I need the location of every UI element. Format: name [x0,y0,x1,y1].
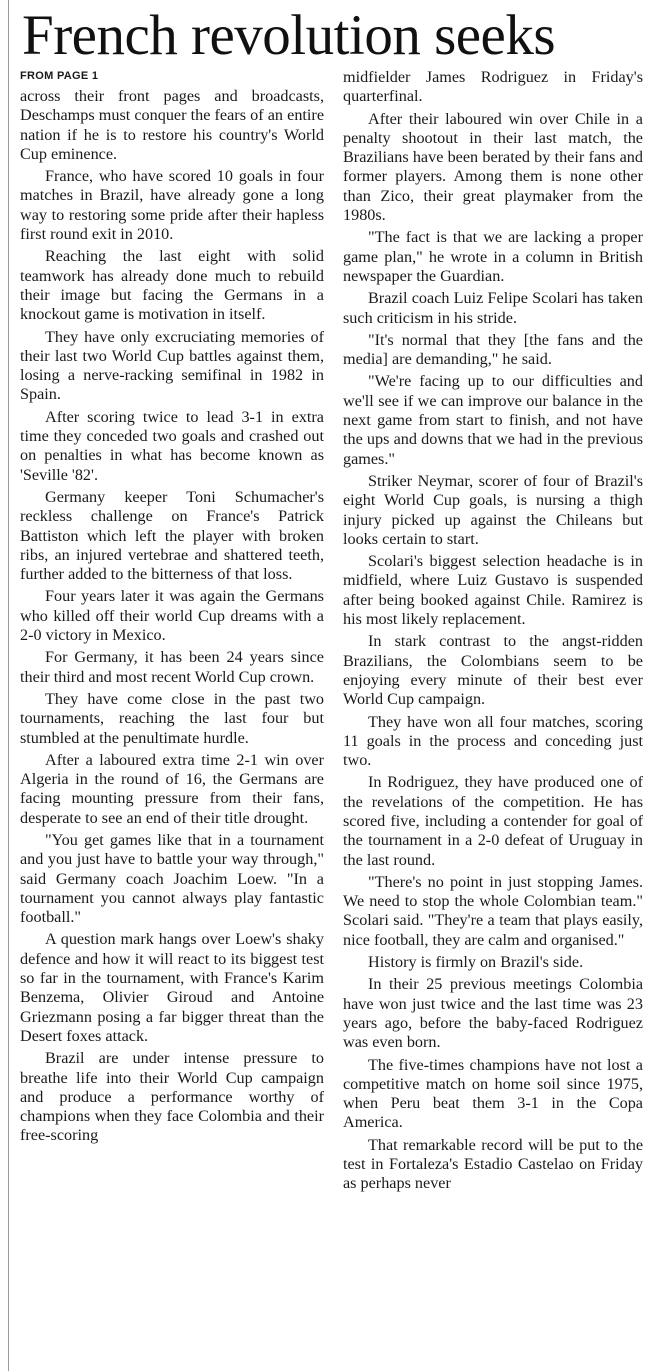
right-column-body [343,68,643,1194]
paragraph: Scolari's biggest selection headache is in midfield, where Luiz Gustavo is suspended after being booked against Chile. Ramirez is his most likely replacement. [343,552,643,629]
paragraph: France, who have scored 10 goals in four matches in Brazil, have already gone a long way to restoring some pride after their hapless first round exit in 2010. [20,167,324,244]
column-rule [8,0,9,1371]
article-column-right [343,68,643,1371]
paragraph: They have only excruciating memories of their last two World Cup battles against them, losing a nerve-racking semifinal in 1982 in Spain. [20,327,324,404]
paragraph: History is firmly on Brazil's side. [368,953,584,972]
paragraph: Reaching the last eight with solid teamwork has already done much to rebuild their image but facing the Germans in a knockout game is motivation in itself. [20,247,324,324]
paragraph: Striker Neymar, scorer of four of Brazil's eight World Cup goals, is nursing a thigh injury picked up against the Chileans but looks certain to start. [343,471,643,548]
paragraph: "There's no point in just stopping James. We need to stop the whole Colombian team." Scolari said. "They're a team that plays easily, nice football, they are calm and organised." [343,872,643,949]
headline: French revolution seeks [22,4,556,67]
paragraph: The five-times champions have not lost a competitive match on home soil since 1975, when Peru beat them 3-1 in the Copa America. [343,1055,643,1132]
paragraph: For Germany, it has been 24 years since their third and most recent World Cup crown. [20,648,324,686]
paragraph: "It's normal that they [the fans and the media] are demanding," he said. [343,330,643,369]
article-column-left [20,68,324,1371]
paragraph: "The fact is that we are lacking a proper game plan," he wrote in a column in British newspaper the Guardian. [343,228,643,285]
paragraph: Brazil coach Luiz Felipe Scolari has taken such criticism in his stride. [343,289,643,327]
paragraph: across their front pages and broadcasts, Deschamps must conquer the fears of an entire nation if he is to restore his country's World Cup eminence. [20,87,324,163]
paragraph: A question mark hangs over Loew's shaky defence and how it will react to its biggest test so far in the tournament, with France's Karim Benzema, Olivier Giroud and Antoine Griezmann posing a far bigger threat than the Desert foxes attack. [20,930,324,1045]
paragraph: In their 25 previous meetings Colombia have won just twice and the last time was 23 years ago, before the baby-faced Rodriguez was even born. [343,975,643,1052]
paragraph: midfielder James Rodriguez in Friday's quarterfinal. [343,68,643,106]
left-column-body [20,87,324,1146]
paragraph: "You get games like that in a tournament and you just have to battle your way through," said Germany coach Joachim Loew. "In a tournament you cannot always play fantastic football." [20,830,324,927]
paragraph: After their laboured win over Chile in a penalty shootout in their last match, the Brazilians have been berated by their fans and former players. Among them is none other than Zico, their great playmaker from the 1980s. [343,109,643,225]
paragraph: Brazil are under intense pressure to breathe life into their World Cup campaign and produce a performance worthy of champions when they face Colombia and their free-scoring [20,1049,324,1145]
paragraph: After a laboured extra time 2-1 win over Algeria in the round of 16, the Germans are facing mounting pressure from their fans, desperate to see an end of their title drought. [20,750,324,827]
paragraph: In Rodriguez, they have produced one of the revelations of the competition. He has scored five, including a contender for goal of the tournament in a 2-0 defeat of Uruguay in the last round. [343,773,643,869]
paragraph: That remarkable record will be put to the test in Fortaleza's Estadio Castelao on Friday as perhaps never [343,1135,643,1193]
paragraph: "We're facing up to our difficulties and we'll see if we can improve our balance in the next game from start to finish, and not have the ups and downs that we had in the previous games." [343,372,643,468]
paragraph: Four years later it was again the Germans who killed off their world Cup dreams with a 2-0 victory in Mexico. [20,587,324,645]
jump-label: FROM PAGE 1 [20,70,99,82]
paragraph: They have won all four matches, scoring 11 goals in the process and conceding just two. [343,712,643,770]
paragraph: In stark contrast to the angst-ridden Brazilians, the Colombians seem to be enjoying every minute of their best ever World Cup campaign. [343,632,643,709]
paragraph: Germany keeper Toni Schumacher's reckless challenge on France's Patrick Battiston which left the player with broken ribs, an injured vertebrae and shattered teeth, further added to the bitterness of that loss. [20,487,324,584]
paragraph: They have come close in the past two tournaments, reaching the last four but stumbled at the penultimate hurdle. [20,689,324,747]
paragraph: After scoring twice to lead 3-1 in extra time they conceded two goals and crashed out on penalties in what has become known as 'Seville '82'. [20,407,324,484]
